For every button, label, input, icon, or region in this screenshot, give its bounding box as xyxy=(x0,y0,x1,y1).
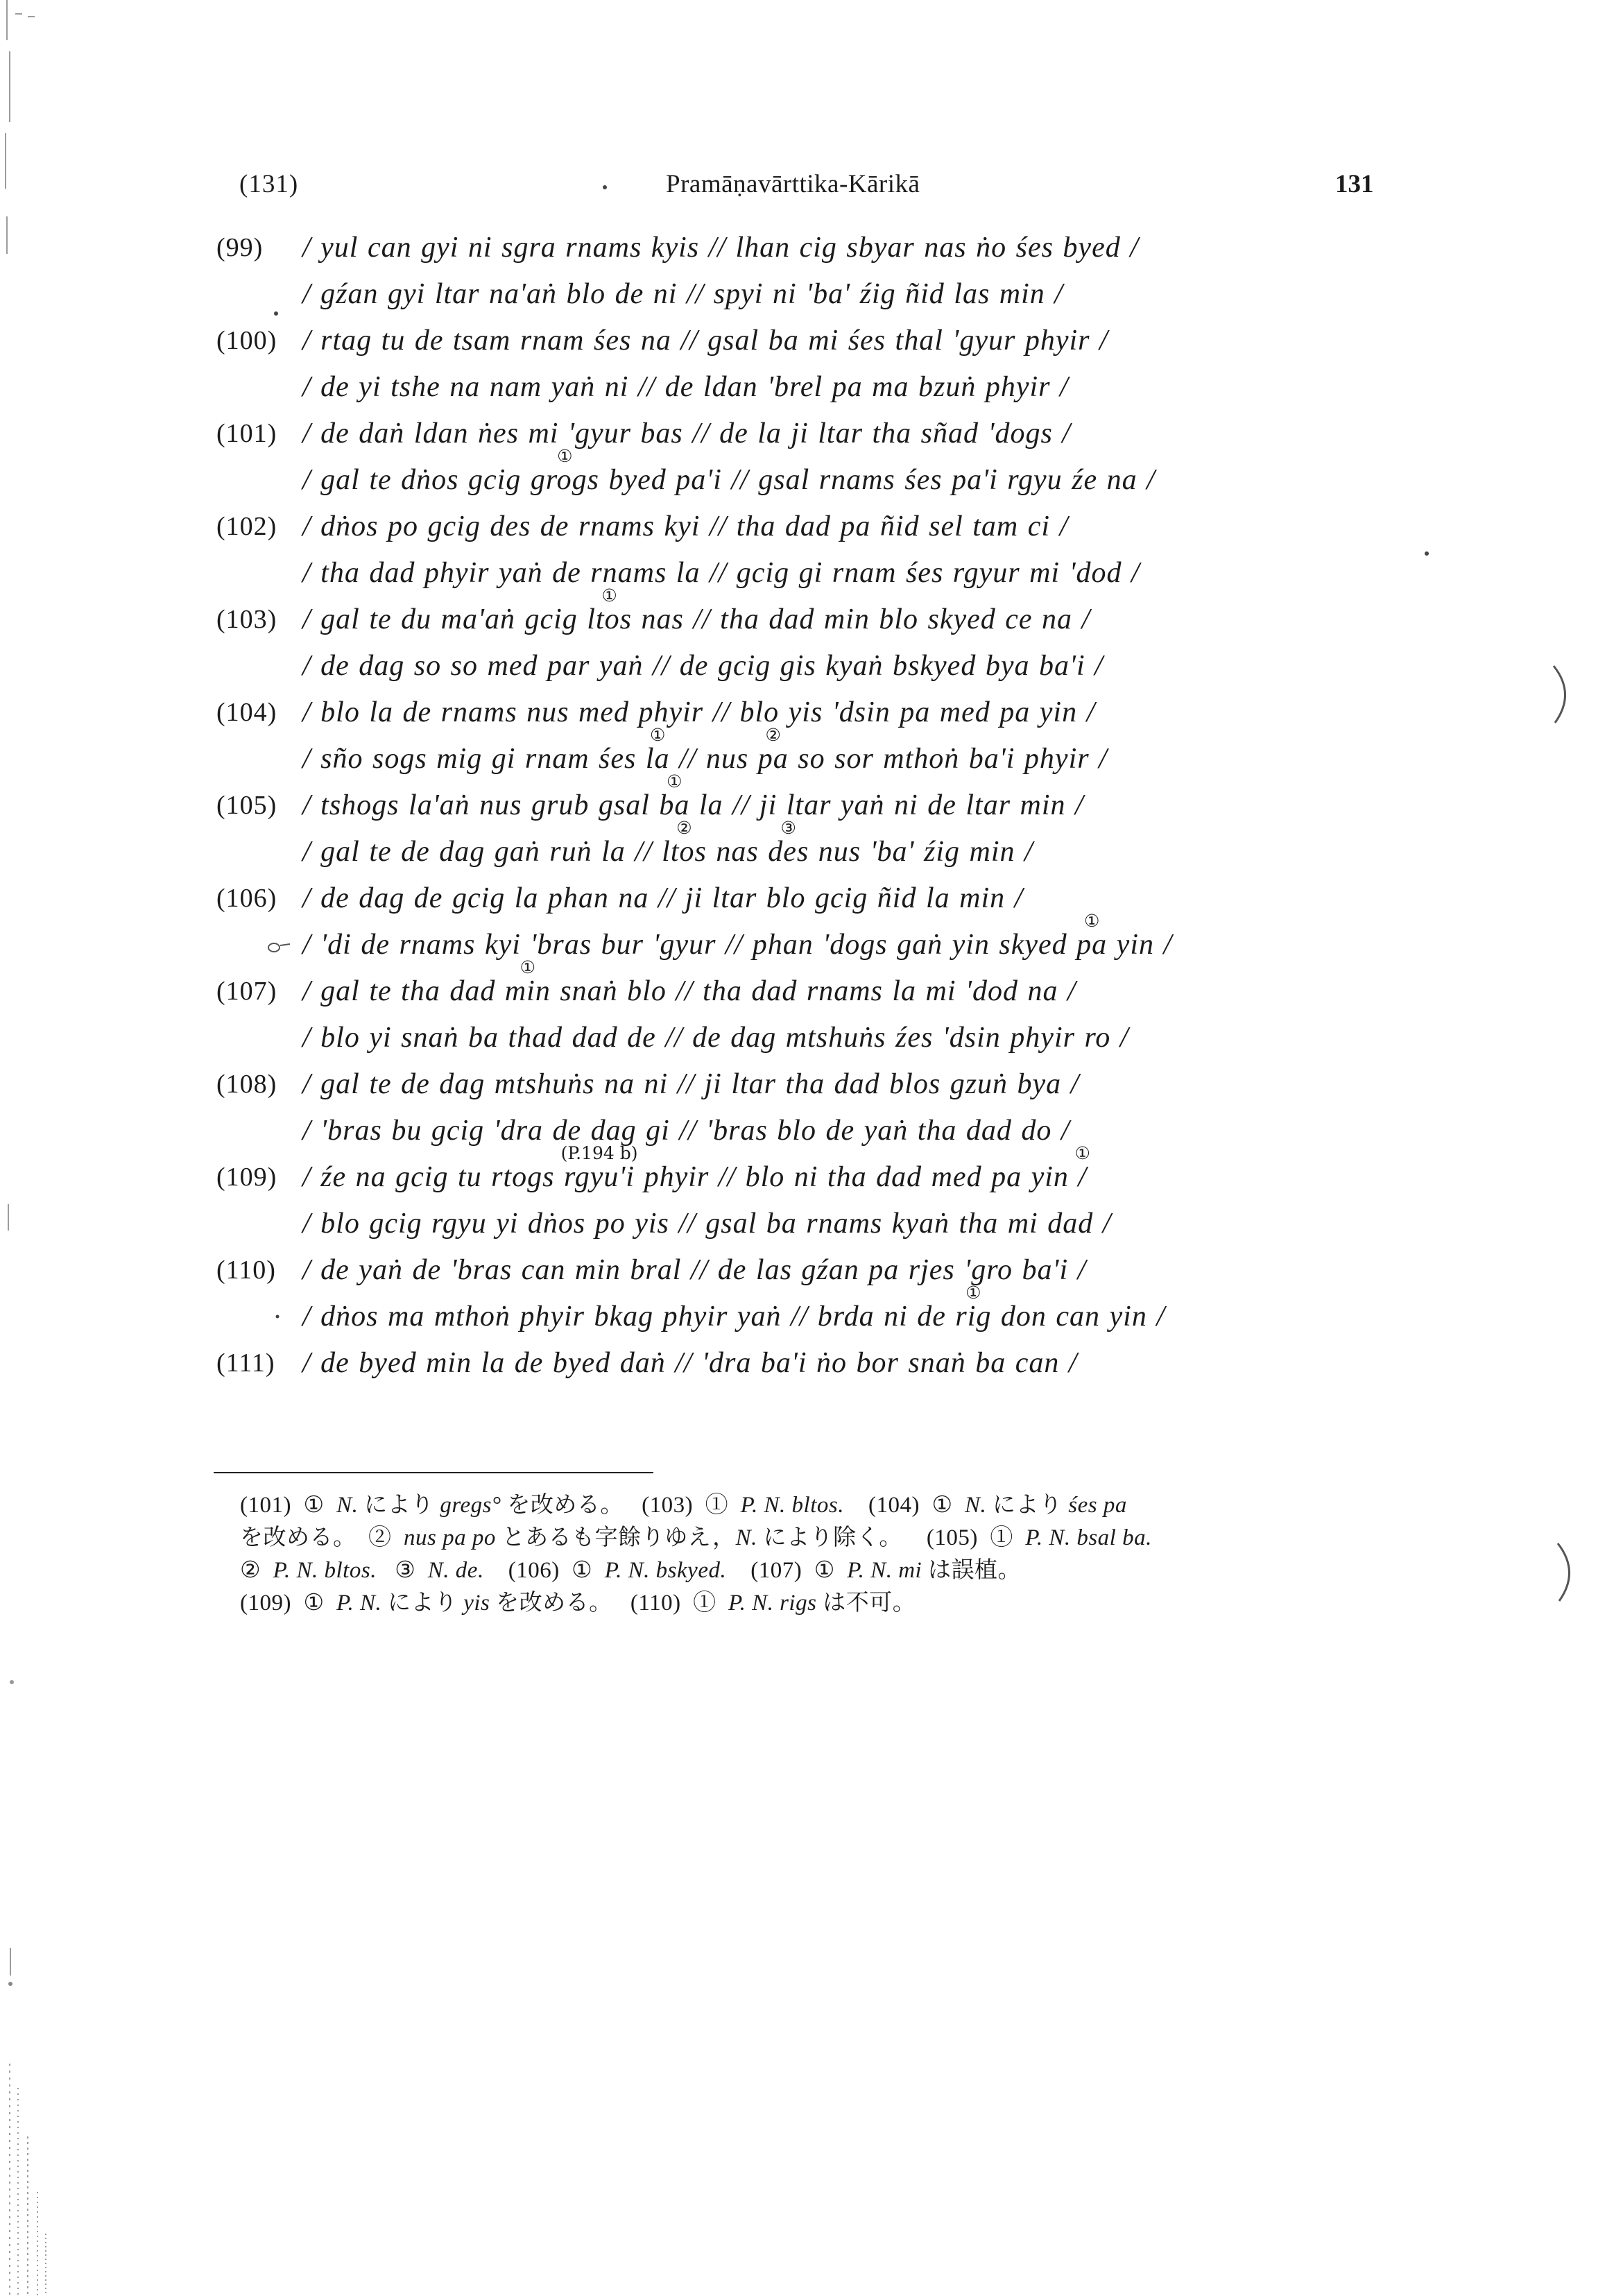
footnote-italic-text: N. xyxy=(336,1493,359,1518)
footnote-text: により xyxy=(986,1493,1069,1518)
verse-text: / tshogs la'aṅ nus grub gsal xyxy=(302,789,660,821)
verse-text: / yul can gyi ni sgra rnams kyis // lhan cig sbyar nas ṅo śes byed / xyxy=(302,232,1139,264)
footnote-text: (109) ① xyxy=(240,1591,337,1616)
footnote-marker: ① xyxy=(650,725,666,745)
footnote-marker: ① xyxy=(965,1283,981,1303)
footnote-marker: ② xyxy=(676,818,692,838)
verse-line xyxy=(302,725,1623,782)
verse-line xyxy=(302,643,1623,689)
footnote-marker: ① xyxy=(1074,1143,1090,1163)
footnote-italic-text: P. N. bltos. xyxy=(740,1493,844,1518)
footnote-italic-text: N. de. xyxy=(427,1558,484,1583)
footnote-text: により xyxy=(381,1591,464,1616)
verse-text: snaṅ blo // tha dad rnams la mi 'dod na / xyxy=(550,975,1076,1007)
footnote-text: を改める。 (110) ① xyxy=(490,1591,729,1616)
verse-line xyxy=(302,1283,1623,1340)
verse-text: byed pa'i // gsal rnams śes pa'i rgyu źe na / xyxy=(599,464,1156,496)
annotated-word xyxy=(530,446,599,504)
verse-line xyxy=(302,957,1623,1015)
verse-text: nus 'ba' źig min / xyxy=(809,836,1033,868)
footnote-text: により除く。 (105) ① xyxy=(757,1525,1026,1550)
verse-line xyxy=(302,411,1623,457)
footnote-text: ② xyxy=(240,1558,273,1583)
verse-line xyxy=(302,504,1623,550)
verse-line xyxy=(302,364,1623,411)
verse-line xyxy=(302,446,1623,504)
verse-text: / blo yi snaṅ ba thad dad de // de dag mtshuṅs źes 'dsin phyir ro / xyxy=(302,1022,1129,1054)
verse-text: nas xyxy=(706,836,768,868)
footnote-text: とあるも字餘りゆえ， xyxy=(495,1525,736,1550)
annotated-text: min xyxy=(504,975,551,1007)
annotated-text: rgyu'i xyxy=(564,1161,635,1193)
footnote-marker: ① xyxy=(601,585,617,606)
verse-text: / sño sogs mig gi rnam śes xyxy=(302,743,646,775)
annotated-text: la xyxy=(645,743,670,775)
verse-line xyxy=(302,550,1623,597)
annotated-text: ltos xyxy=(662,836,707,868)
verse-110 xyxy=(0,1247,1623,1340)
verse-101 xyxy=(0,411,1623,504)
footnote-text: を改める。 ② xyxy=(240,1525,404,1550)
footnote-marker: (P.194 b) xyxy=(560,1143,638,1163)
footnote-text: は不可。 xyxy=(816,1591,916,1616)
verse-text: / de dag de gcig la phan na // ji ltar blo gcig ñid la min / xyxy=(302,882,1024,914)
footnote-italic-text: N. xyxy=(965,1493,987,1518)
footnote-text: により xyxy=(358,1493,440,1518)
verse-109 xyxy=(0,1143,1623,1247)
verse-line xyxy=(302,225,1623,271)
verse-107 xyxy=(0,957,1623,1061)
verse-111 xyxy=(0,1340,1623,1387)
verse-line xyxy=(302,1061,1623,1108)
verse-108 xyxy=(0,1061,1623,1154)
verse-text: / de byed min la de byed daṅ // 'dra ba'i ṅo bor snaṅ ba can / xyxy=(302,1347,1078,1379)
verse-102 xyxy=(0,504,1623,597)
footnotes xyxy=(240,1489,1592,1620)
verse-line xyxy=(302,318,1623,364)
verse-text: / de yi tshe na nam yaṅ ni // de ldan 'brel pa ma bzuṅ phyir / xyxy=(302,371,1069,403)
annotated-word xyxy=(757,725,789,782)
verse-text-block xyxy=(0,225,1623,1387)
verse-line xyxy=(302,875,1623,922)
footnote-text: (107) ① xyxy=(726,1558,848,1583)
footnote-italic-text: nus pa po xyxy=(404,1525,496,1550)
footnote-marker: ③ xyxy=(780,818,796,838)
annotated-text: pa xyxy=(1076,929,1108,961)
verse-text: / de daṅ ldan ṅes mi 'gyur bas // de la ji ltar tha sñad 'dogs / xyxy=(302,418,1071,449)
verse-number: (105) xyxy=(216,791,277,820)
footnote-italic-text: P. N. bskyed. xyxy=(604,1558,727,1583)
footnote-line xyxy=(240,1554,1592,1587)
verse-text: nas // tha dad min blo skyed ce na / xyxy=(631,603,1091,635)
verse-text: / gal te tha dad xyxy=(302,975,505,1007)
verse-text: / gal te de dag mtshuṅs na ni // ji ltar tha dad blos gzuṅ bya / xyxy=(302,1068,1080,1100)
footnote-italic-text: P. N. rigs xyxy=(728,1591,817,1616)
verse-text: / de yaṅ de 'bras can min bral // de las gźan pa rjes 'gro ba'i / xyxy=(302,1254,1087,1286)
annotated-text: grogs xyxy=(530,464,599,496)
footnote-line xyxy=(240,1522,1592,1554)
verse-text: so sor mthoṅ ba'i phyir / xyxy=(788,743,1108,775)
annotated-text: rig xyxy=(955,1301,992,1333)
verse-99 xyxy=(0,225,1623,318)
verse-number: (106) xyxy=(216,884,277,913)
verse-line xyxy=(302,271,1623,318)
verse-text: / rtag tu de tsam rnam śes na // gsal ba mi śes thal 'gyur phyir / xyxy=(302,325,1108,357)
verse-line xyxy=(302,818,1623,875)
verse-line xyxy=(302,1015,1623,1061)
verse-text: / 'di de rnams kyi 'bras bur 'gyur // phan 'dogs gaṅ yin skyed xyxy=(302,929,1077,961)
page-number: 131 xyxy=(1335,170,1374,198)
verse-line xyxy=(302,911,1623,968)
annotated-word xyxy=(662,818,707,875)
footnote-italic-text: P. N. xyxy=(336,1591,382,1616)
verse-line xyxy=(302,585,1623,643)
verse-103 xyxy=(0,585,1623,689)
verse-line xyxy=(302,689,1623,736)
verse-106 xyxy=(0,875,1623,968)
annotated-text: ltos xyxy=(587,603,632,635)
verse-text: / tha dad phyir yaṅ de rnams la // gcig gi rnam śes rgyur mi 'dod / xyxy=(302,557,1140,589)
verse-100 xyxy=(0,318,1623,411)
footnote-text: (104) ① xyxy=(843,1493,965,1518)
verse-line xyxy=(302,1108,1623,1154)
verse-number: (101) xyxy=(216,419,277,448)
verse-line xyxy=(302,1247,1623,1294)
footnote-marker: ① xyxy=(1083,911,1100,931)
verse-text: la // ji ltar yaṅ ni de ltar min / xyxy=(689,789,1084,821)
verse-number: (100) xyxy=(216,326,277,355)
page-label: (131) xyxy=(239,170,299,198)
verse-text: / de dag so so med par yaṅ // de gcig gis kyaṅ bskyed bya ba'i / xyxy=(302,650,1104,682)
verse-line xyxy=(302,1201,1623,1247)
verse-105 xyxy=(0,771,1623,875)
footnote-text: (106) ① xyxy=(483,1558,605,1583)
footnote-italic-text: śes pa xyxy=(1068,1493,1127,1518)
footnote-text: は誤植。 xyxy=(922,1558,1021,1583)
verse-number: (99) xyxy=(216,233,264,262)
footnote-italic-text: P. N. mi xyxy=(847,1558,922,1583)
annotated-word xyxy=(504,957,551,1015)
verse-number: (108) xyxy=(216,1070,277,1099)
annotated-word xyxy=(1074,1143,1090,1201)
verse-104 xyxy=(0,689,1623,782)
verse-line xyxy=(302,771,1623,829)
footnote-marker: ① xyxy=(557,446,573,466)
verse-text: / źe na gcig tu rtogs xyxy=(302,1161,564,1193)
verse-text: // nus xyxy=(669,743,758,775)
footnote-marker: ① xyxy=(519,957,536,977)
verse-number: (104) xyxy=(216,698,277,727)
verse-number: (102) xyxy=(216,512,277,541)
verse-text: / 'bras bu gcig 'dra de dag gi // 'bras blo de yaṅ tha dad do / xyxy=(302,1115,1070,1147)
footnote-marker: ② xyxy=(765,725,781,745)
verse-text: / gźan gyi ltar na'aṅ blo de ni // spyi ni 'ba' źig ñid las min / xyxy=(302,278,1063,310)
annotated-text: / xyxy=(1078,1161,1088,1193)
verse-number: (103) xyxy=(216,605,277,634)
verse-line xyxy=(302,1340,1623,1387)
annotated-text: des xyxy=(768,836,809,868)
annotated-word xyxy=(560,1143,638,1201)
footnote-divider xyxy=(214,1472,653,1473)
footnote-line xyxy=(240,1587,1592,1620)
verse-text: don can yin / xyxy=(991,1301,1166,1333)
footnote-marker: ① xyxy=(667,771,682,791)
verse-text: / blo la de rnams nus med phyir // blo yis 'dsin pa med pa yin / xyxy=(302,696,1096,728)
footnote-italic-text: P. N. bsal ba. xyxy=(1025,1525,1152,1550)
verse-text: / gal te de dag gaṅ ruṅ la // xyxy=(302,836,662,868)
verse-number: (109) xyxy=(216,1163,277,1192)
footnote-italic-text: P. N. bltos. xyxy=(273,1558,377,1583)
verse-text: / blo gcig rgyu yi dṅos po yis // gsal ba rnams kyaṅ tha mi dad / xyxy=(302,1208,1112,1240)
annotated-word xyxy=(768,818,809,875)
verse-line xyxy=(302,1143,1623,1201)
annotated-word xyxy=(587,585,632,643)
verse-number: (107) xyxy=(216,977,277,1006)
annotated-text: pa xyxy=(757,743,789,775)
running-title: Pramāṇavārttika-Kārikā xyxy=(666,170,920,198)
verse-number: (111) xyxy=(216,1348,275,1378)
footnote-line xyxy=(240,1489,1592,1522)
verse-text: / dṅos po gcig des de rnams kyi // tha dad pa ñid sel tam ci / xyxy=(302,511,1069,542)
annotated-word xyxy=(1076,911,1108,968)
footnote-italic-text: gregs° xyxy=(440,1493,501,1518)
footnote-italic-text: N. xyxy=(735,1525,757,1550)
running-head xyxy=(0,166,1623,203)
verse-text: yin / xyxy=(1107,929,1173,961)
verse-text: / gal te du ma'aṅ gcig xyxy=(302,603,587,635)
annotated-word xyxy=(955,1283,992,1340)
footnote-text: ③ xyxy=(376,1558,428,1583)
footnote-text: (101) ① xyxy=(240,1493,337,1518)
footnote-text: を改める。 (103) ① xyxy=(501,1493,741,1518)
verse-text: / gal te dṅos gcig xyxy=(302,464,531,496)
verse-text: / dṅos ma mthoṅ phyir bkag phyir yaṅ // brda ni de xyxy=(302,1301,956,1333)
verse-number: (110) xyxy=(216,1256,276,1285)
annotated-text: ba xyxy=(659,789,690,821)
verse-text: phyir // blo ni tha dad med pa yin xyxy=(635,1161,1079,1193)
footnote-italic-text: yis xyxy=(463,1591,490,1616)
